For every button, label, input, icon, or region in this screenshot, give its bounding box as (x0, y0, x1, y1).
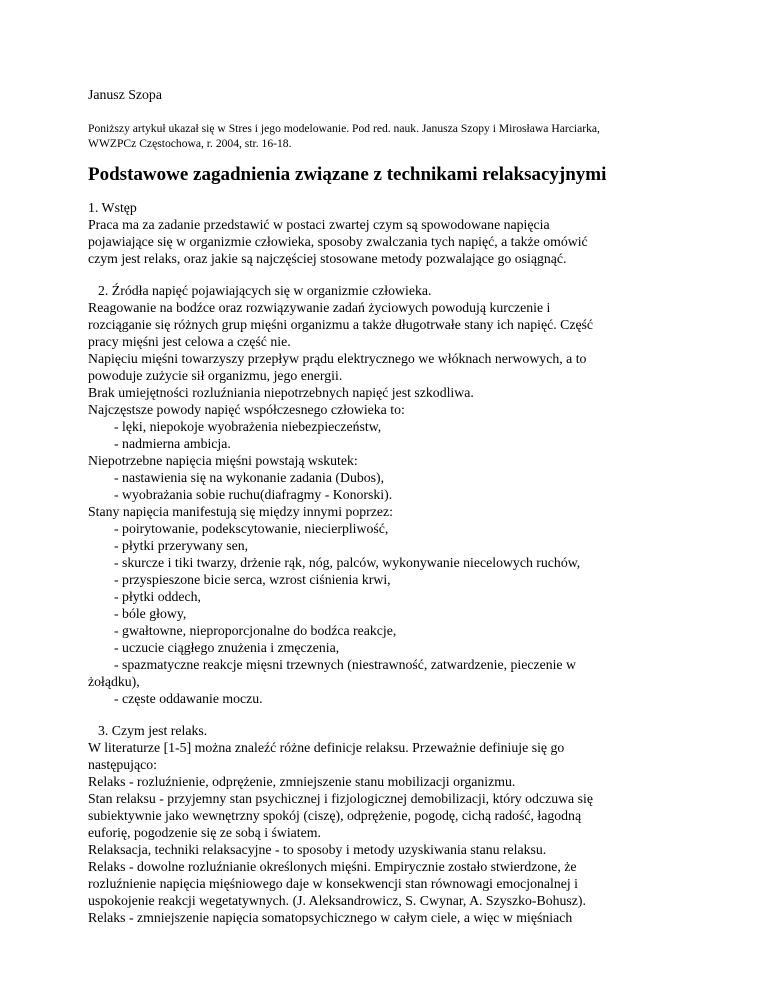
paragraph-line: pojawiające się w organizmie człowieka, sposoby zwalczania tych napięć, a także omówić (88, 234, 588, 249)
paragraph-line: Najczęstsze powody napięć współczesnego człowieka to: (88, 402, 405, 417)
paragraph-line: powoduje zużycie sił organizmu, jego energii. (88, 368, 343, 383)
paragraph-line: Relaks - rozluźnienie, odprężenie, zmniejszenie stanu mobilizacji organizmu. (88, 774, 516, 789)
author-name: Janusz Szopa (88, 87, 162, 102)
section-tension-sources (88, 282, 712, 707)
paragraph-line: euforię, pogodzenie się ze sobą i światem. (88, 825, 321, 840)
list-item: - nadmierna ambicja. (114, 436, 231, 451)
paragraph-line: Reagowanie na bodźce oraz rozwiązywanie zadań życiowych powodują kurczenie i (88, 300, 551, 315)
section-body (88, 299, 712, 707)
paragraph-line: następująco: (88, 757, 157, 772)
paragraph-line: Stan relaksu - przyjemny stan psychicznej i fizjologicznej demobilizacji, który odczuwa się (88, 791, 593, 806)
document-title: Podstawowe zagadnienia związane z technikami relaksacyjnymi (88, 164, 607, 185)
list-item: - gwałtowne, nieproporcjonalne do bodźca reakcje, (114, 623, 397, 638)
paragraph-line: W literaturze [1-5] można znaleźć różne definicje relaksu. Przeważnie definiuje się go (88, 740, 565, 755)
citation-line: Poniższy artykuł ukazał się w Stres i jego modelowanie. Pod red. nauk. Janusza Szopy i Mirosława Harciarka, (88, 122, 600, 135)
paragraph-line: Niepotrzebne napięcia mięśni powstają wskutek: (88, 453, 358, 468)
paragraph-line: Stany napięcia manifestują się między innymi poprzez: (88, 504, 393, 519)
list-item: - płytki oddech, (114, 589, 201, 604)
paragraph-line: Relaks - dowolne rozluźnianie określonych mięśni. Empirycznie zostało stwierdzone, że (88, 859, 577, 874)
paragraph-line: czym jest relaks, oraz jakie są najczęściej stosowane metody pozwalające go osiągnąć. (88, 251, 567, 266)
list-item: - poirytowanie, podekscytowanie, niecierpliwość, (114, 521, 389, 536)
list-item: - przyspieszone bicie serca, wzrost ciśnienia krwi, (114, 572, 391, 587)
list-item: - lęki, niepokoje wyobrażenia niebezpieczeństw, (114, 419, 382, 434)
list-item: - częste oddawanie moczu. (114, 691, 263, 706)
section-introduction (88, 199, 712, 267)
paragraph-line: Relaks - zmniejszenie napięcia somatopsychicznego w całym ciele, a więc w mięśniach (88, 910, 573, 925)
section-what-is-relax (88, 722, 712, 926)
paragraph-line: pracy mięśni jest celowa a część nie. (88, 334, 291, 349)
paragraph-line: Praca ma za zadanie przedstawić w postaci zwartej czym są spowodowane napięcia (88, 217, 550, 232)
paragraph-line: Relaksacja, techniki relaksacyjne - to sposoby i metody uzyskiwania stanu relaksu. (88, 842, 547, 857)
paragraph-line: uspokojenie reakcji wegetatywnych. (J. Aleksandrowicz, S. Cwynar, A. Szyszko-Bohusz). (88, 893, 586, 908)
list-item: - wyobrażania sobie ruchu(diafragmy - Konorski). (114, 487, 393, 502)
paragraph-line: żołądku), (88, 674, 140, 689)
list-item: - bóle głowy, (114, 606, 187, 621)
list-item: - płytki przerywany sen, (114, 538, 249, 553)
list-item: - nastawienia się na wykonanie zadania (Dubos), (114, 470, 385, 485)
section-heading: 1. Wstęp (88, 200, 137, 215)
section-heading: 2. Źródła napięć pojawiających się w organizmie człowieka. (98, 283, 432, 298)
list-item: - skurcze i tiki twarzy, drżenie rąk, nóg, palców, wykonywanie niecelowych ruchów, (114, 555, 581, 570)
list-item: - spazmatyczne reakcje mięsni trzewnych (niestrawność, zatwardzenie, pieczenie w (114, 657, 576, 672)
paragraph-line: Napięciu mięśni towarzyszy przepływ prądu elektrycznego we włóknach nerwowych, a to (88, 351, 587, 366)
citation-line: WWZPCz Częstochowa, r. 2004, str. 16-18. (88, 137, 292, 150)
list-item: - uczucie ciągłego znużenia i zmęczenia, (114, 640, 340, 655)
paragraph-line: rozciąganie się różnych grup mięśni organizmu a także długotrwałe stany ich napięć. Część (88, 317, 594, 332)
paragraph-line: rozluźnienie napięcia mięśniowego daje w konsekwencji stan równowagi emocjonalnej i (88, 876, 579, 891)
citation-note (88, 121, 712, 151)
section-body (88, 739, 712, 926)
section-heading: 3. Czym jest relaks. (98, 723, 208, 738)
paragraph-line: subiektywnie jako wewnętrzny spokój (ciszę), odprężenie, pogodę, cichą radość, łagodną (88, 808, 582, 823)
paragraph-line: Brak umiejętności rozluźniania niepotrzebnych napięć jest szkodliwa. (88, 385, 474, 400)
